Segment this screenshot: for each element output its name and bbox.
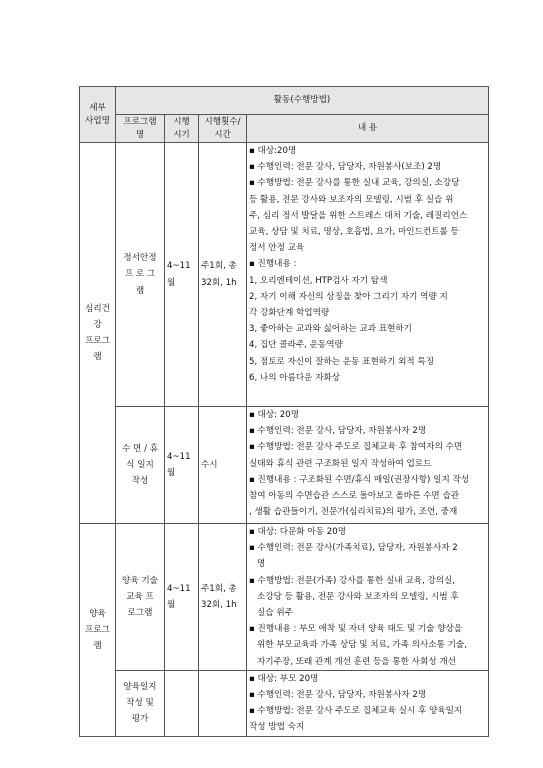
- content-line: , 생활 습관들이기, 전문가(심리치료)의 평가, 조언, 중재: [249, 507, 458, 518]
- program-name-cell: 양육일지 작성 및 평가: [116, 670, 165, 736]
- content-line: 교육, 상담 및 치료, 명상, 호흡법, 요가, 마인드컨트롤 등: [249, 227, 459, 238]
- program-name-cell: 수 면 / 휴 식 일지 작성: [116, 407, 165, 524]
- content-line: ▪ 수행인력: 전문 강사, 담당자, 자원봉사(보조) 2명: [249, 162, 442, 173]
- dept-cell-psychology: 심리건 강 프로그 램: [80, 143, 116, 524]
- content-line: 1, 오리엔테이션, HTP검사 자기 탐색: [249, 275, 388, 286]
- content-cell: [247, 407, 489, 524]
- content-line: ▪ 대상: 다문화 아동 20명: [249, 527, 346, 537]
- content-line: 참여 아동의 수면습관 스스로 돌아보고 올바른 수면 습관: [249, 491, 460, 502]
- content-header: 내 용: [247, 115, 489, 143]
- program-header: 프로그램 명: [116, 115, 165, 143]
- timing-cell: 4~11월: [165, 524, 199, 671]
- count-cell: 주1회, 총 32회, 1h: [199, 143, 247, 407]
- timing-cell: 4~11월: [165, 407, 199, 524]
- content-line: ▪ 수행방법: 전문 강사 주도로 집체교육 실시 후 양육일지: [249, 706, 463, 717]
- content-line: ▪ 진행내용 : 부모 애착 및 자녀 양육 태도 및 기술 향상을: [249, 624, 463, 635]
- program-name-cell: 정서안정 프 로 그 램: [116, 143, 165, 407]
- content-line: ▪ 수행방법: 전문 강사 주도로 집체교육 후 참여자의 수면: [249, 442, 463, 453]
- content-line: ▪ 수행인력: 전문 강사, 담당자, 자원봉사자 2명: [249, 690, 427, 701]
- count-cell: 수시: [199, 407, 247, 524]
- content-line: 작성 방법 숙지: [249, 722, 305, 733]
- content-line: 6, 나의 아름다운 자화상: [249, 372, 341, 383]
- content-line: 3, 좋아하는 교과와 싫어하는 교과 표현하기: [249, 324, 412, 335]
- content-line: ▪ 진행내용 : 구조화된 수면/휴식 매일(권장사항) 일지 작성: [249, 474, 470, 485]
- content-line: 정서 안정 교육: [249, 243, 305, 254]
- content-cell: [247, 670, 489, 736]
- program-plan-table: [79, 86, 489, 737]
- program-name-cell: 양육 기술 교육 프 로그램: [116, 524, 165, 671]
- content-line: ▪ 대상: 부모 20명: [249, 673, 319, 684]
- content-line: 실습 위주: [257, 608, 293, 619]
- content-cell: [247, 524, 489, 671]
- content-line: ▪ 대상:20명: [249, 146, 297, 156]
- content-line: 4, 집단 콜라주, 운동역량: [249, 340, 343, 351]
- content-line: ▪ 수행방법: 전문(가족) 강사를 통한 실내 교육, 강의실,: [249, 575, 456, 586]
- content-line: 2, 자기 이해 자신의 상징을 찾아 그리기 자기 역량 지: [249, 291, 448, 302]
- content-line: 실태와 휴식 관련 구조화된 일지 작성하여 업로드: [249, 458, 432, 469]
- count-cell: 주1회, 총 32회, 1h: [199, 524, 247, 671]
- content-line: 소강당 등 활용, 전문 강사와 보조자의 모델링, 시범 후: [257, 591, 459, 602]
- count-cell: [199, 670, 247, 736]
- content-line: ▪ 수행인력: 전문 강사, 담당자, 자원봉사자 2명: [249, 426, 427, 437]
- timing-cell: 4~11월: [165, 143, 199, 407]
- content-line: 각 강화단계 학업역량: [249, 308, 330, 319]
- activity-header: 활동(수행방법): [116, 87, 489, 115]
- content-line: ▪ 대상: 20명: [249, 410, 300, 420]
- content-line: ▪ 진행내용 :: [249, 259, 297, 270]
- dept-cell-parenting: 양육 프로그 램: [80, 524, 116, 737]
- content-line: 명: [257, 559, 266, 570]
- content-line: ▪ 수행방법: 전문 강사를 통한 실내 교육, 강의실, 소강당: [249, 178, 460, 189]
- content-line: 5, 점토로 자신이 잘하는 운동 표현하기 외적 특징: [249, 356, 435, 367]
- dept-header: 세부 사업명: [80, 87, 116, 143]
- content-cell: [247, 143, 489, 407]
- count-header: 시행횟수/ 시간: [199, 115, 247, 143]
- content-line: 자기주장, 또래 관계 개선 훈련 등을 통한 사회성 개선: [257, 656, 456, 667]
- content-line: ▪ 수행인력: 전문 강사(가족치료), 담당자, 자원봉사자 2: [249, 543, 458, 554]
- timing-cell: [165, 670, 199, 736]
- content-line: 주, 심리 정서 발달을 위한 스트레스 대처 기술, 레질리언스: [249, 210, 468, 221]
- timing-header: 시행 시기: [165, 115, 199, 143]
- content-line: 위한 부모교육과 가족 상담 및 치료, 가족 의사소통 기술,: [257, 640, 467, 651]
- content-line: 등 활용, 전문 강사와 보조자의 모델링, 시범 후 실습 위: [249, 194, 454, 205]
